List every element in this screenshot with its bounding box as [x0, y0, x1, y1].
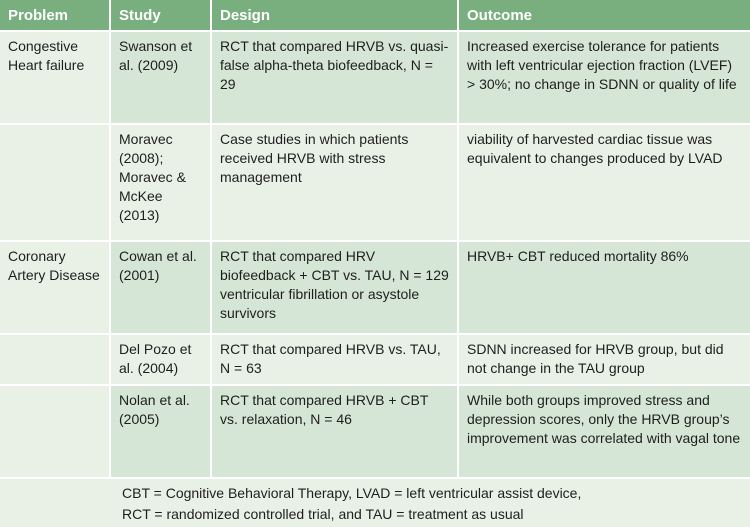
outcome-cell: While both groups improved stress and depression scores, only the HRVB group’s improvement was correlated with vagal tone: [458, 385, 750, 478]
table-row: [0, 334, 750, 385]
design-cell: RCT that compared HRV biofeedback + CBT vs. TAU, N = 129 ventricular fibrillation or asystole survivors: [211, 241, 458, 334]
problem-cell: [0, 385, 110, 478]
study-cell: Nolan et al. (2005): [110, 385, 211, 478]
problem-cell: [0, 124, 110, 241]
header-design: Design: [211, 0, 458, 31]
outcome-cell: Increased exercise tolerance for patients with left ventricular ejection fraction (LVEF) > 30%; no change in SDNN or quality of life: [458, 31, 750, 124]
study-cell: Cowan et al. (2001): [110, 241, 211, 334]
design-cell: RCT that compared HRVB vs. quasi-false alpha-theta biofeedback, N = 29: [211, 31, 458, 124]
study-cell: Swanson et al. (2009): [110, 31, 211, 124]
design-cell: RCT that compared HRVB vs. TAU, N = 63: [211, 334, 458, 385]
table-row: [0, 385, 750, 478]
study-cell: Del Pozo et al. (2004): [110, 334, 211, 385]
study-cell: Moravec (2008); Moravec & McKee (2013): [110, 124, 211, 241]
header-row: [0, 0, 750, 31]
design-cell: Case studies in which patients received HRVB with stress management: [211, 124, 458, 241]
table-row: [0, 31, 750, 124]
header-study: Study: [110, 0, 211, 31]
table-footnote: [0, 479, 750, 527]
outcome-cell: viability of harvested cardiac tissue was equivalent to changes produced by LVAD: [458, 124, 750, 241]
footnote-line-1: CBT = Cognitive Behavioral Therapy, LVAD = left ventricular assist device,: [122, 485, 582, 501]
outcome-cell: SDNN increased for HRVB group, but did not change in the TAU group: [458, 334, 750, 385]
header-outcome: Outcome: [458, 0, 750, 31]
table-row: [0, 241, 750, 334]
problem-cell: Coronary Artery Disease: [0, 241, 110, 334]
table-row: [0, 124, 750, 241]
outcome-cell: HRVB+ CBT reduced mortality 86%: [458, 241, 750, 334]
header-problem: Problem: [0, 0, 110, 31]
design-cell: RCT that compared HRVB + CBT vs. relaxation, N = 46: [211, 385, 458, 478]
footnote-line-2: RCT = randomized controlled trial, and TAU = treatment as usual: [122, 506, 524, 522]
problem-cell: [0, 334, 110, 385]
problem-cell: Congestive Heart failure: [0, 31, 110, 124]
